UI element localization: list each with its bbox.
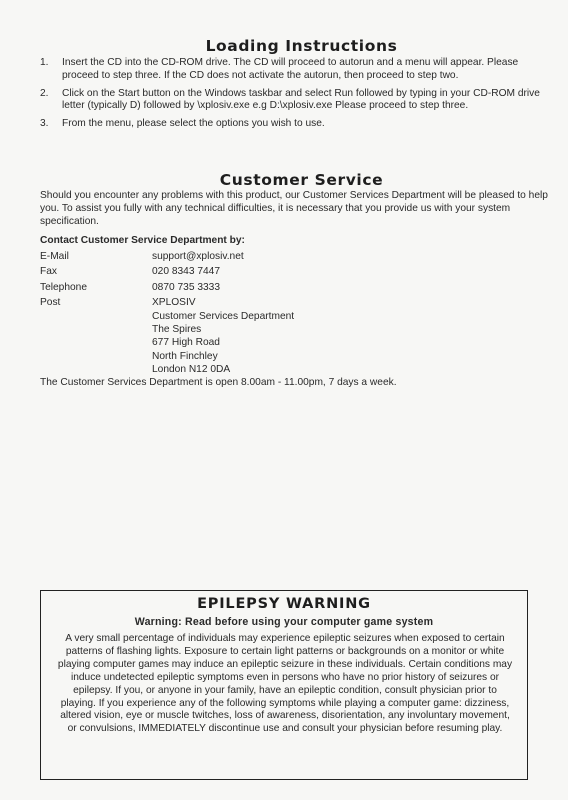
contact-label: Fax: [40, 266, 57, 278]
step-number: 2.: [40, 87, 49, 99]
telephone-number: 0870 735 3333: [152, 281, 220, 293]
customer-service-title: Customer Service: [219, 171, 384, 189]
step-item: [40, 88, 550, 114]
contact-row-email: [40, 249, 244, 264]
address-line: North Finchley: [152, 350, 218, 362]
epilepsy-warning-box: [40, 590, 528, 780]
step-text: From the menu, please select the options you wish to use.: [62, 118, 325, 130]
postal-address: [152, 310, 294, 376]
epilepsy-warning-title: EPILEPSY WARNING: [197, 596, 371, 612]
loading-steps-list: [40, 57, 550, 136]
address-line: The Spires: [152, 324, 202, 336]
step-item: [40, 57, 550, 83]
epilepsy-warning-body: A very small percentage of individuals may experience epileptic seizures when exposed to certain patterns of flashing lights. Exposure to certain light patterns or backgrounds on a monitor or white playing computer games may induce an epileptic seizure in these individuals. Certain conditions may induce undetected epileptic symptoms even in persons who have no prior history of seizures or epilepsy. If you, or anyone in your family, have an epileptic condition, consult physician prior to playing. If you experience any of the following symptoms while playing a computer game: dizziness, altered vision, eye or muscle twitches, loss of awareness, disorientation, any involuntary movement, or convulsions, IMMEDIATELY discontinue use and consult your physician before resuming play.: [57, 633, 513, 735]
fax-number: 020 8343 7447: [152, 266, 220, 278]
contact-heading: Contact Customer Service Department by:: [40, 235, 245, 246]
step-text: Insert the CD into the CD-ROM drive. The CD will proceed to autorun and a menu will appear. Please proceed to step three. If the CD does not activate the autorun, then proceed to step two.: [62, 57, 519, 81]
epilepsy-warning-subtitle: Warning: Read before using your computer game system: [134, 616, 434, 628]
step-number: 3.: [40, 118, 49, 130]
contact-row-post: [40, 295, 244, 310]
loading-instructions-title: Loading Instructions: [205, 37, 398, 55]
step-number: 1.: [40, 57, 49, 68]
contact-label: E-Mail: [40, 251, 69, 262]
contact-label: Post: [40, 296, 61, 308]
contact-label: Telephone: [40, 281, 88, 293]
contact-row-fax: [40, 264, 244, 279]
address-line: London N12 0DA: [152, 363, 231, 375]
opening-hours: The Customer Services Department is open 8.00am - 11.00pm, 7 days a week.: [40, 377, 397, 388]
customer-service-intro: Should you encounter any problems with this product, our Customer Services Department will be pleased to help you. To assist you fully with any technical difficulties, it is necessary that you provide us with your system specification.: [40, 190, 548, 227]
contact-row-telephone: [40, 280, 244, 295]
post-company: XPLOSIV: [152, 296, 196, 308]
address-line: 677 High Road: [152, 337, 220, 349]
step-item: [40, 118, 550, 131]
contact-list: [40, 249, 244, 310]
email-address: support@xplosiv.net: [152, 251, 244, 262]
step-text: Click on the Start button on the Windows taskbar and select Run followed by typing in your CD-ROM drive letter (typically D) followed by \xplosiv.exe e.g D:\xplosiv.exe Please proceed to step three.: [62, 87, 540, 112]
address-line: Customer Services Department: [152, 311, 295, 322]
